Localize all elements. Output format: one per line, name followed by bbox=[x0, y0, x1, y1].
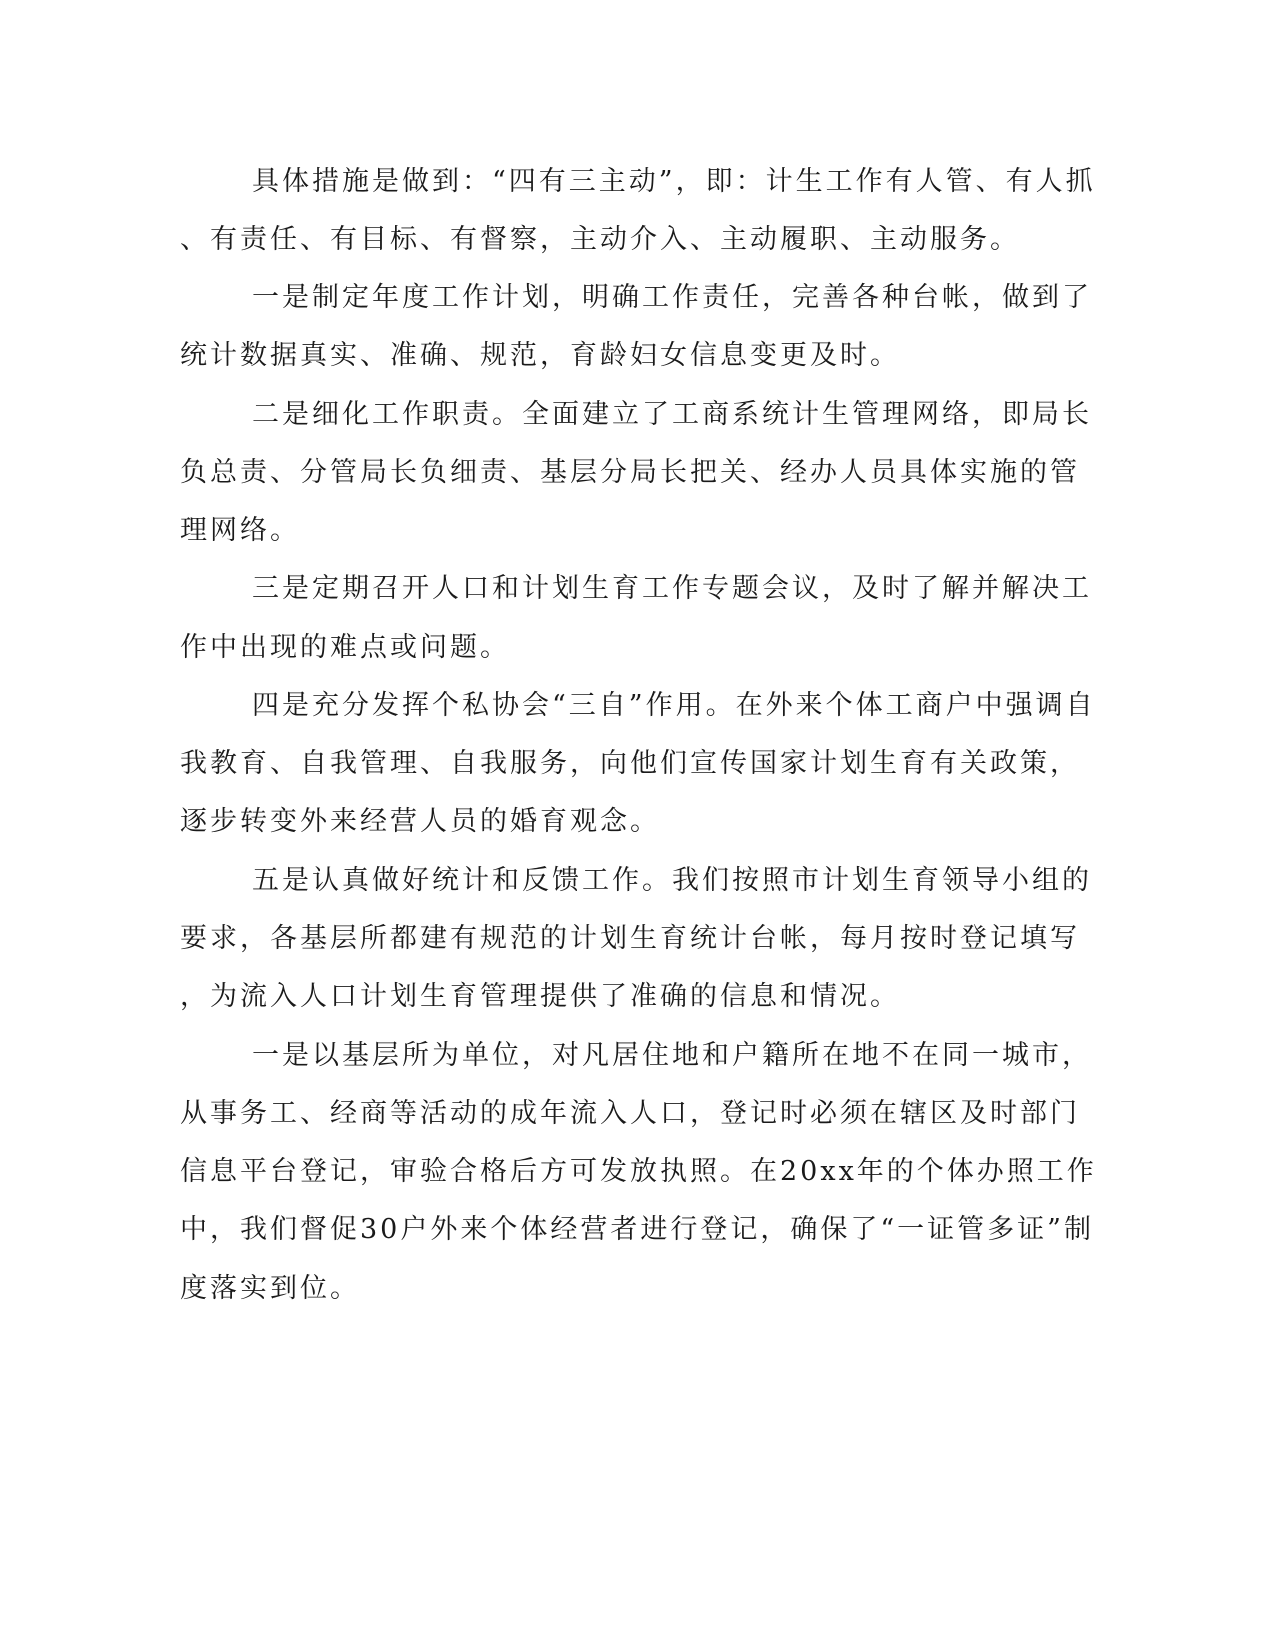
text-line: 从事务工、经商等活动的成年流入人口，登记时必须在辖区及时部门 bbox=[180, 1098, 1080, 1129]
text-line: 具体措施是做到：“四有三主动”，即：计生工作有人管、有人抓 bbox=[252, 166, 1096, 197]
text-line: 五是认真做好统计和反馈工作。我们按照市计划生育领导小组的 bbox=[252, 865, 1092, 896]
text-line: 二是细化工作职责。全面建立了工商系统计生管理网络，即局长 bbox=[252, 399, 1092, 430]
text-line: 统计数据真实、准确、规范，育龄妇女信息变更及时。 bbox=[180, 340, 900, 371]
text-line: 一是制定年度工作计划，明确工作责任，完善各种台帐，做到了 bbox=[252, 282, 1092, 313]
text-line: 信息平台登记，审验合格后方可发放执照。在20xx年的个体办照工作 bbox=[180, 1156, 1097, 1187]
text-line: 要求，各基层所都建有规范的计划生育统计台帐，每月按时登记填写 bbox=[180, 923, 1080, 954]
text-line: 四是充分发挥个私协会“三自”作用。在外来个体工商户中强调自 bbox=[252, 690, 1096, 721]
text-line: 理网络。 bbox=[180, 515, 300, 546]
text-line: 三是定期召开人口和计划生育工作专题会议，及时了解并解决工 bbox=[252, 573, 1092, 604]
text-line: 负总责、分管局长负细责、基层分局长把关、经办人员具体实施的管 bbox=[180, 457, 1080, 488]
text-line: 我教育、自我管理、自我服务，向他们宣传国家计划生育有关政策， bbox=[180, 748, 1080, 779]
text-line: 一是以基层所为单位，对凡居住地和户籍所在地不在同一城市， bbox=[252, 1040, 1092, 1071]
text-line: 逐步转变外来经营人员的婚育观念。 bbox=[180, 806, 660, 837]
text-line: ，为流入人口计划生育管理提供了准确的信息和情况。 bbox=[180, 981, 900, 1012]
text-line: 中，我们督促30户外来个体经营者进行登记，确保了“一证管多证”制 bbox=[180, 1214, 1094, 1245]
text-line: 、有责任、有目标、有督察，主动介入、主动履职、主动服务。 bbox=[180, 224, 1020, 255]
text-line: 作中出现的难点或问题。 bbox=[180, 632, 510, 663]
text-line: 度落实到位。 bbox=[180, 1273, 360, 1304]
